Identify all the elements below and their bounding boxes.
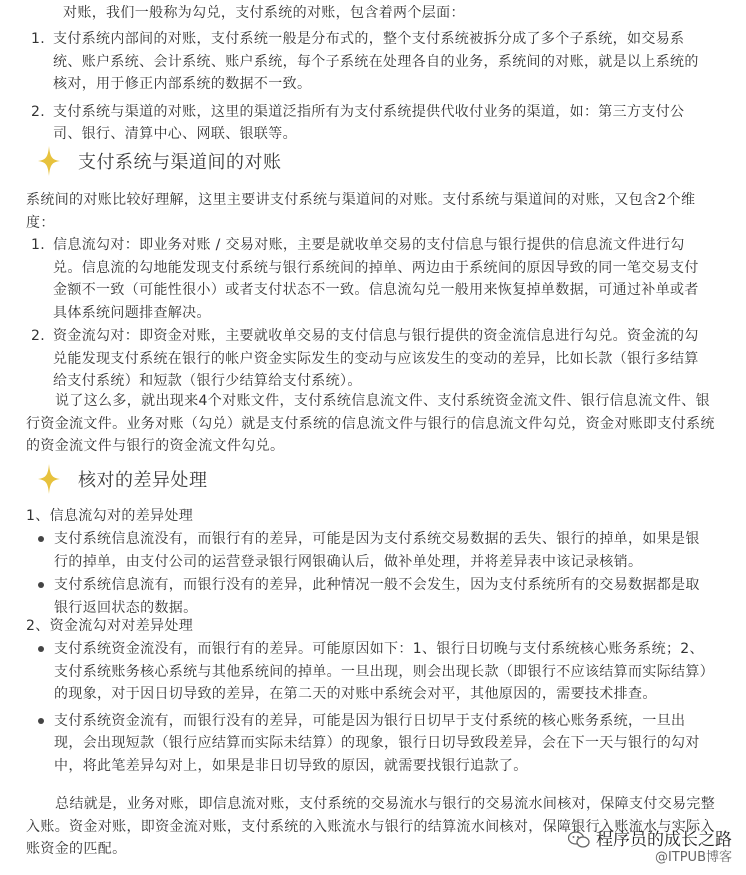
summary-paragraph: 说了这么多，就出现来4个对账文件，支付系统信息流文件、支付系统资金流文件、银行信息流文件、银行资金流文件。业务对账（勾兑）就是支付系统的信息流文件与银行的信息流文件勾兑，资金对账即支付系统的资金流文件与银行的资金流文件勾兑。 bbox=[26, 393, 715, 454]
sparkle-star-icon bbox=[38, 146, 60, 176]
list-number: 1. bbox=[31, 237, 46, 253]
list-text: 支付系统资金流有，而银行没有的差异，可能是因为银行日切早于支付系统的核心账务系统，一旦出现，会出现短款（银行应结算而实际未结算）的现象，银行日切导致段差异，会在下一天与银行的勾对中，将此笔差异勾对上，如果是非日切导致的原因，就需要找银行追款了。 bbox=[54, 712, 700, 774]
list-number: 1. bbox=[31, 31, 46, 47]
dimensions-list bbox=[0, 234, 712, 393]
subheading: 1、信息流勾对的差异处理 bbox=[26, 508, 194, 524]
list-item bbox=[0, 638, 712, 706]
section-lead: 系统间的对账比较好理解，这里主要讲支付系统与渠道间的对账。支付系统与渠道间的对账，又包含2个维度： bbox=[26, 192, 696, 231]
list-item bbox=[0, 101, 712, 146]
section-title: 核对的差异处理 bbox=[78, 470, 208, 491]
watermark-account-name: 程序员的成长之路 bbox=[596, 830, 732, 850]
watermark bbox=[568, 831, 732, 867]
list-text: 支付系统与渠道的对账，这里的渠道泛指所有为支付系统提供代收付业务的渠道，如：第三方支付公司、银行、清算中心、网联、银联等。 bbox=[53, 103, 685, 142]
section-heading bbox=[38, 464, 208, 494]
section-title: 支付系统与渠道间的对账 bbox=[78, 152, 282, 173]
list-item bbox=[0, 28, 712, 96]
conclusion-paragraph: 总结就是，业务对账，即信息流对账，支付系统的交易流水与银行的交易流水间核对，保障支付交易完整入账。资金对账，即资金流对账，支付系统的入账流水与银行的结算流水间核对，保障银行入账流水与实际入账资金的匹配。 bbox=[26, 796, 716, 857]
list-text: 支付系统信息流没有，而银行有的差异，可能是因为支付系统交易数据的丢失、银行的掉单，如果是银行的掉单，由支付公司的运营登录银行网银确认后，做补单处理，并将差异表中该记录核销。 bbox=[54, 531, 700, 570]
info-diff-list bbox=[0, 528, 712, 619]
list-text: 支付系统信息流有，而银行没有的差异，此种情况一般不会发生，因为支付系统所有的交易数据都是取银行返回状态的数据。 bbox=[54, 577, 700, 616]
list-number: 2. bbox=[31, 103, 46, 120]
list-text: 支付系统内部间的对账，支付系统一般是分布式的，整个支付系统被拆分成了多个子系统，如交易系统、账户系统、会计系统、账户系统，每个子系统在处理各自的业务，系统间的对账，就是以上系统的核对，用于修正内部系统的数据不一致。 bbox=[53, 31, 699, 92]
list-item bbox=[0, 528, 712, 573]
wechat-icon bbox=[568, 831, 590, 849]
list-text: 资金流勾对：即资金对账，主要就收单交易的支付信息与银行提供的资金流信息进行勾兑。资金流的勾兑能发现支付系统在银行的帐户资金实际发生的变动与应该发生的变动的差异，比如长款（银行多结算给支付系统）和短款（银行少结算给支付系统）。 bbox=[53, 328, 699, 389]
list-item bbox=[0, 325, 712, 393]
list-item bbox=[0, 574, 712, 619]
watermark-source: @ITPUB博客 bbox=[654, 850, 732, 865]
section-heading bbox=[38, 146, 282, 176]
list-item bbox=[0, 234, 712, 324]
intro-paragraph: 对账，我们一般称为勾兑，支付系统的对账，包含着两个层面： bbox=[63, 5, 465, 21]
subheading: 2、资金流勾对对差异处理 bbox=[26, 618, 194, 634]
list-text: 信息流勾对：即业务对账 / 交易对账，主要是就收单交易的支付信息与银行提供的信息流文件进行勾兑。信息流的勾地能发现支付系统与银行系统间的掉单、两边由于系统间的原因导致的同一笔交易支付金额不一致（可能性很小）或者支付状态不一致。信息流勾兑一般用来恢复掉单数据，可通过补单或者具体系统问题排查解决。 bbox=[53, 237, 699, 321]
list-item bbox=[0, 710, 712, 778]
list-number: 2. bbox=[31, 328, 46, 344]
watermark-account bbox=[568, 831, 732, 849]
fund-diff-list bbox=[0, 638, 712, 777]
layers-list bbox=[0, 28, 712, 146]
sparkle-star-icon bbox=[38, 464, 60, 494]
list-text: 支付系统资金流没有，而银行有的差异。可能原因如下：1、银行日切晚与支付系统核心账务系统；2、支付系统账务核心系统与其他系统间的掉单。一旦出现，则会出现长款（即银行不应该结算而实际结算）的现象，对于因日切导致的差异，在第二天的对账中系统会对平，其他原因的，需要技术排查。 bbox=[54, 641, 708, 702]
